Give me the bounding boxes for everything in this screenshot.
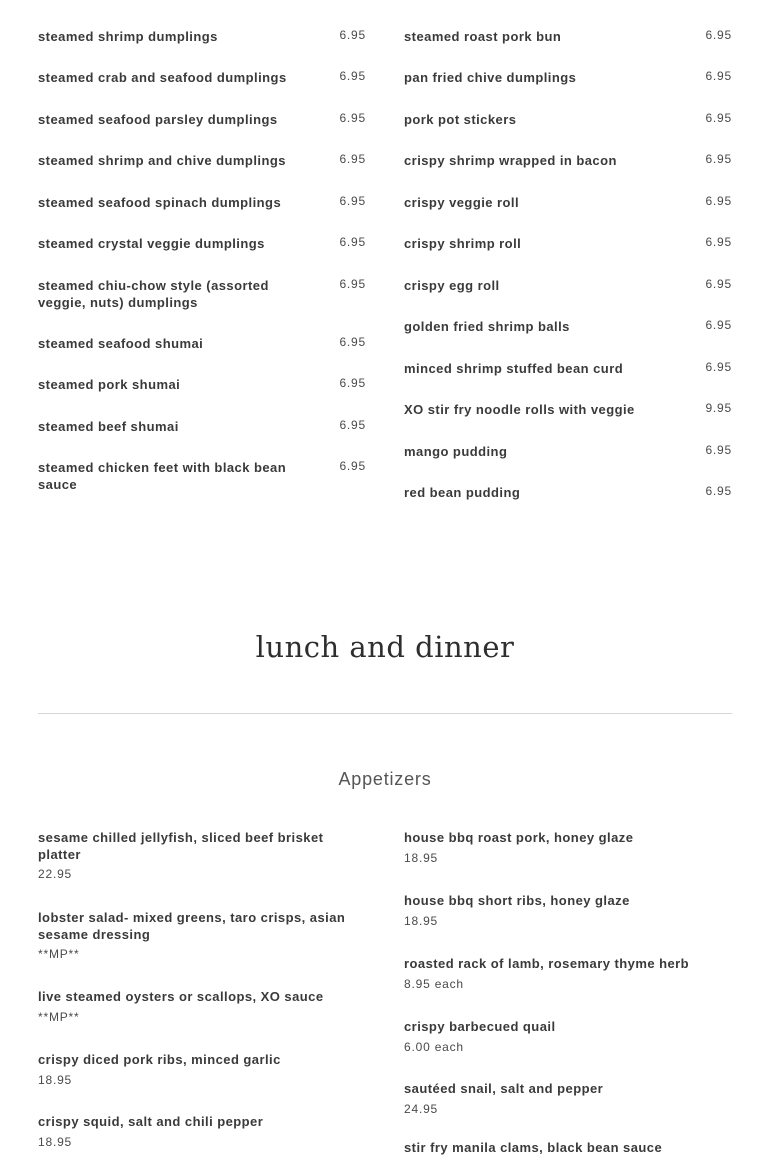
menu-item-price: 6.95: [705, 235, 732, 249]
menu-item-price: 6.95: [339, 69, 366, 83]
section-title: lunch and dinner: [255, 630, 515, 664]
menu-item: [404, 1019, 732, 1054]
menu-item-name: crispy diced pork ribs, minced garlic: [38, 1052, 281, 1067]
menu-item-price: **MP**: [38, 1009, 80, 1024]
menu-item: [404, 893, 732, 928]
menu-item-name: steamed pork shumai: [38, 377, 181, 392]
menu-item-price: 6.95: [339, 111, 366, 125]
menu-item-name: pork pot stickers: [404, 112, 517, 127]
menu-item-price: 6.95: [339, 152, 366, 166]
menu-item-name: crispy shrimp wrapped in bacon: [404, 153, 617, 168]
menu-item: [404, 956, 732, 991]
menu-item: [38, 910, 366, 961]
menu-item-price: **MP**: [38, 947, 80, 961]
menu-item-price: 18.95: [404, 850, 439, 865]
menu-item-name: sesame chilled jellyfish, sliced beef brisket platter: [38, 830, 324, 862]
menu-item-name: golden fried shrimp balls: [404, 319, 570, 334]
menu-item-price: 6.95: [705, 111, 732, 125]
menu-item-price: 18.95: [38, 1134, 73, 1149]
menu-item: [38, 1052, 366, 1087]
menu-item: [404, 830, 732, 865]
menu-item-price: 6.95: [705, 360, 732, 374]
menu-item-name: steamed beef shumai: [38, 419, 179, 434]
menu-item-name: crispy veggie roll: [404, 195, 520, 210]
menu-item-price: 6.95: [705, 318, 732, 332]
menu-item-price: 6.95: [339, 459, 366, 473]
menu-item-name: stir fry manila clams, black bean sauce: [404, 1140, 663, 1155]
menu-item-name: XO stir fry noodle rolls with veggie: [404, 402, 635, 417]
section-divider: [38, 713, 732, 714]
menu-item-name: roasted rack of lamb, rosemary thyme herb: [404, 956, 690, 971]
menu-item-price: 6.95: [705, 484, 732, 498]
menu-item-price: 6.95: [705, 69, 732, 83]
menu-item-name: pan fried chive dumplings: [404, 70, 577, 85]
menu-item-name: steamed seafood parsley dumplings: [38, 112, 278, 127]
menu-item-price: 9.95: [705, 401, 732, 415]
menu-item-price: 6.95: [339, 376, 366, 390]
menu-item-name: steamed crab and seafood dumplings: [38, 70, 287, 85]
menu-item-price: 6.95: [339, 418, 366, 432]
menu-item-name: lobster salad- mixed greens, taro crisps, asian sesame dressing: [38, 910, 346, 942]
category-title: Appetizers: [338, 769, 432, 789]
menu-item-name: crispy egg roll: [404, 278, 500, 293]
menu-item-price: 8.95 each: [404, 976, 464, 991]
menu-item-name: crispy shrimp roll: [404, 236, 522, 251]
menu-item-name: steamed shrimp and chive dumplings: [38, 153, 286, 168]
menu-item-name: house bbq short ribs, honey glaze: [404, 893, 630, 908]
menu-item-price: 24.95: [404, 1101, 439, 1116]
menu-item-name: steamed crystal veggie dumplings: [38, 236, 265, 251]
menu-item-price: 6.95: [705, 194, 732, 208]
menu-item-price: 6.95: [705, 443, 732, 457]
menu-item-price: 6.95: [705, 152, 732, 166]
menu-item-name: steamed chiu-chow style (assorted veggie, nuts) dumplings: [38, 278, 269, 310]
menu-item: [404, 1140, 732, 1157]
menu-item-name: crispy barbecued quail: [404, 1019, 556, 1034]
menu-item-price: 6.00 each: [404, 1039, 464, 1054]
menu-item-name: mango pudding: [404, 444, 508, 459]
menu-item-price: 6.95: [705, 277, 732, 291]
menu-item-price: 6.95: [339, 235, 366, 249]
menu-item-price: 6.95: [339, 194, 366, 208]
menu-item-price: 18.95: [404, 913, 439, 928]
menu-item-name: steamed seafood spinach dumplings: [38, 195, 282, 210]
menu-item-price: 6.95: [339, 335, 366, 349]
menu-item: [38, 989, 366, 1024]
menu-item: [404, 1081, 732, 1116]
menu-item-price: 6.95: [339, 277, 366, 291]
menu-item-name: house bbq roast pork, honey glaze: [404, 830, 634, 845]
menu-item-price: 18.95: [38, 1072, 73, 1087]
menu-item-price: 6.95: [339, 28, 366, 42]
menu-item-name: steamed seafood shumai: [38, 336, 204, 351]
menu-item-price: 22.95: [38, 867, 73, 881]
menu-item-name: live steamed oysters or scallops, XO sauce: [38, 989, 324, 1004]
menu-item-name: crispy squid, salt and chili pepper: [38, 1114, 264, 1129]
menu-item-name: steamed chicken feet with black bean sauce: [38, 460, 287, 492]
menu-item-name: steamed roast pork bun: [404, 29, 562, 44]
menu-item-name: minced shrimp stuffed bean curd: [404, 361, 624, 376]
menu-item-name: red bean pudding: [404, 485, 521, 500]
menu-item-name: sautéed snail, salt and pepper: [404, 1081, 604, 1096]
menu-item: [38, 1114, 366, 1149]
menu-item-name: steamed shrimp dumplings: [38, 29, 218, 44]
menu-item-price: 6.95: [705, 28, 732, 42]
menu-item: [38, 830, 366, 881]
